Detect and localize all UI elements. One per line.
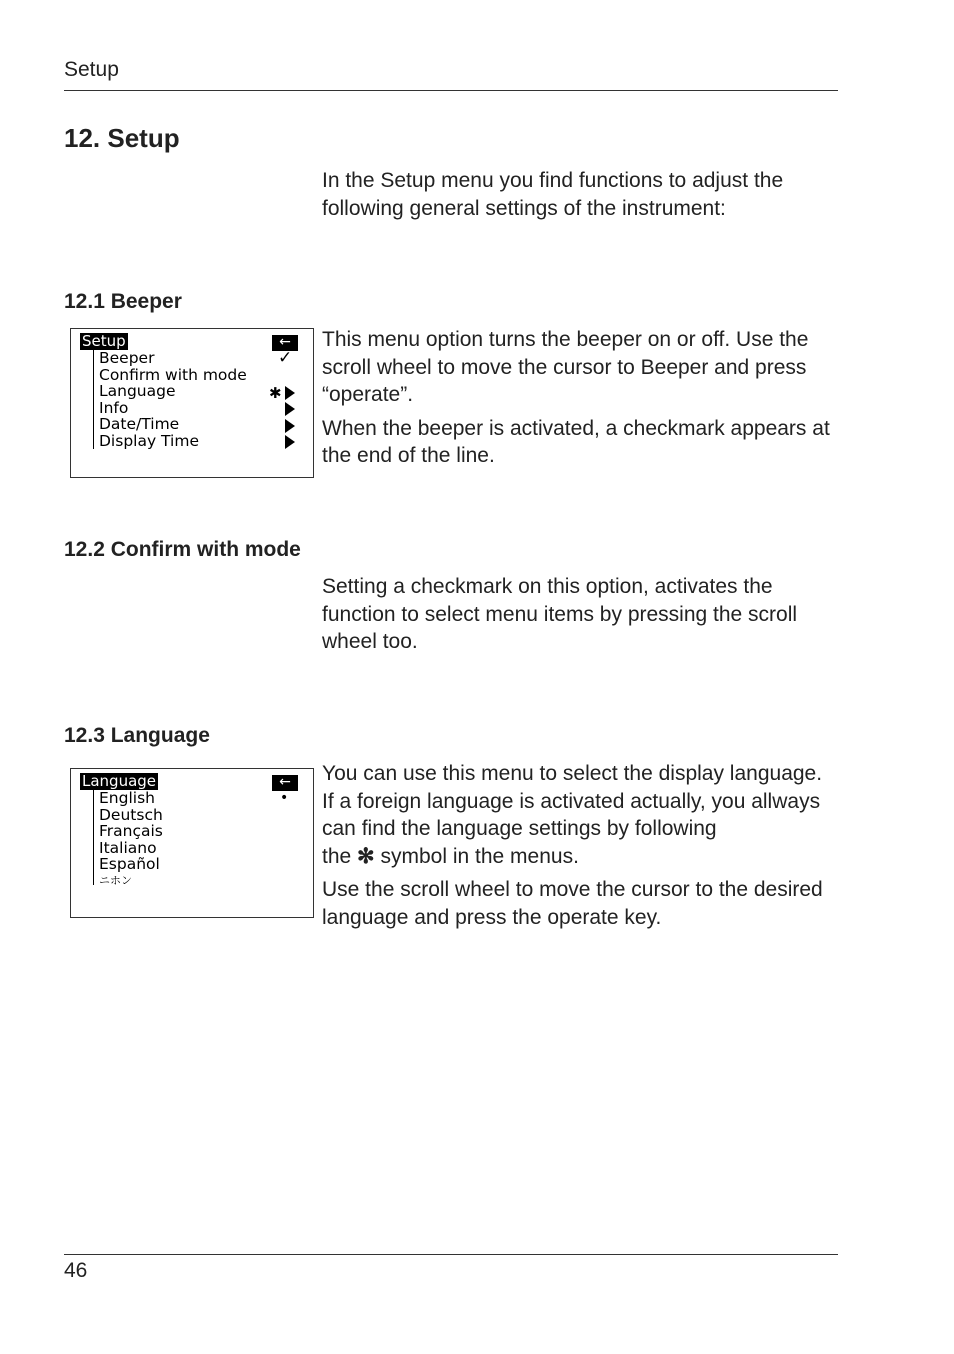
running-header: Setup <box>64 58 119 81</box>
footer-rule <box>64 1254 838 1255</box>
language-line-2: If a foreign language is activated actually, you allways can find the language settings by following <box>322 789 821 840</box>
setup-menu-list <box>99 350 247 449</box>
confirm-description <box>322 573 842 656</box>
page-number: 46 <box>64 1259 88 1282</box>
menu-item-confirm-with-mode: Confirm with mode <box>99 365 247 384</box>
beeper-paragraph-2: When the beeper is activated, a checkmark appears at the end of the line. <box>322 416 830 467</box>
menu-item-info: Info <box>99 398 129 417</box>
menu-item-date-time: Date/Time <box>99 415 180 433</box>
language-line-1: You can use this menu to select the display language. <box>322 762 823 785</box>
language-heading: 12.3 Language <box>64 724 210 747</box>
screen-title: Language <box>82 772 157 790</box>
language-item-francais: Français <box>99 822 163 840</box>
back-arrow-icon: ← <box>272 335 298 351</box>
submenu-arrow-icon <box>285 435 295 449</box>
confirm-paragraph: Setting a checkmark on this option, activates the function to select menu items by pressing the scroll wheel too. <box>322 575 798 653</box>
language-item-english: English <box>99 789 155 807</box>
intro-paragraph <box>322 167 842 222</box>
menu-item-beeper: Beeper <box>99 349 155 367</box>
beeper-heading: 12.1 Beeper <box>64 290 182 313</box>
beeper-description <box>322 326 842 470</box>
chapter-title: 12. Setup <box>64 123 180 153</box>
submenu-arrow-icon <box>285 386 295 400</box>
menu-item-language: Language <box>99 382 176 400</box>
language-paragraph-2: Use the scroll wheel to move the cursor to the desired language and press the operate key. <box>322 878 823 929</box>
language-paragraph-1 <box>322 760 842 870</box>
language-line-3b: symbol in the menus. <box>380 844 579 868</box>
back-arrow-icon: ← <box>272 775 298 791</box>
intro-text: In the Setup menu you find functions to adjust the following general settings of the instrument: <box>322 169 784 220</box>
screen-title: Setup <box>82 332 126 350</box>
language-menu-list <box>99 790 163 889</box>
submenu-arrow-icon <box>285 419 295 433</box>
language-item-japanese: ニホン <box>99 873 132 887</box>
beeper-paragraph-1: This menu option turns the beeper on or off. Use the scroll wheel to move the cursor to Beeper and press “operate”. <box>322 328 809 406</box>
setup-menu-screen <box>70 328 314 478</box>
selected-bullet-icon: • <box>280 790 289 806</box>
submenu-arrow-icon <box>285 402 295 416</box>
language-item-deutsch: Deutsch <box>99 805 163 824</box>
language-line-3a: the <box>322 844 352 868</box>
language-item-espanol: Español <box>99 855 160 873</box>
menu-tree-line <box>93 350 94 449</box>
star-icon: ✱ <box>269 384 282 402</box>
menu-item-display-time: Display Time <box>99 431 199 450</box>
language-description <box>322 760 842 931</box>
star-symbol-icon: ✻ <box>357 844 375 868</box>
header-rule <box>64 90 838 91</box>
confirm-heading: 12.2 Confirm with mode <box>64 538 301 561</box>
checkmark-icon: ✓ <box>278 348 293 368</box>
language-menu-screen <box>70 768 314 918</box>
menu-tree-line <box>93 790 94 885</box>
language-item-italiano: Italiano <box>99 838 157 857</box>
